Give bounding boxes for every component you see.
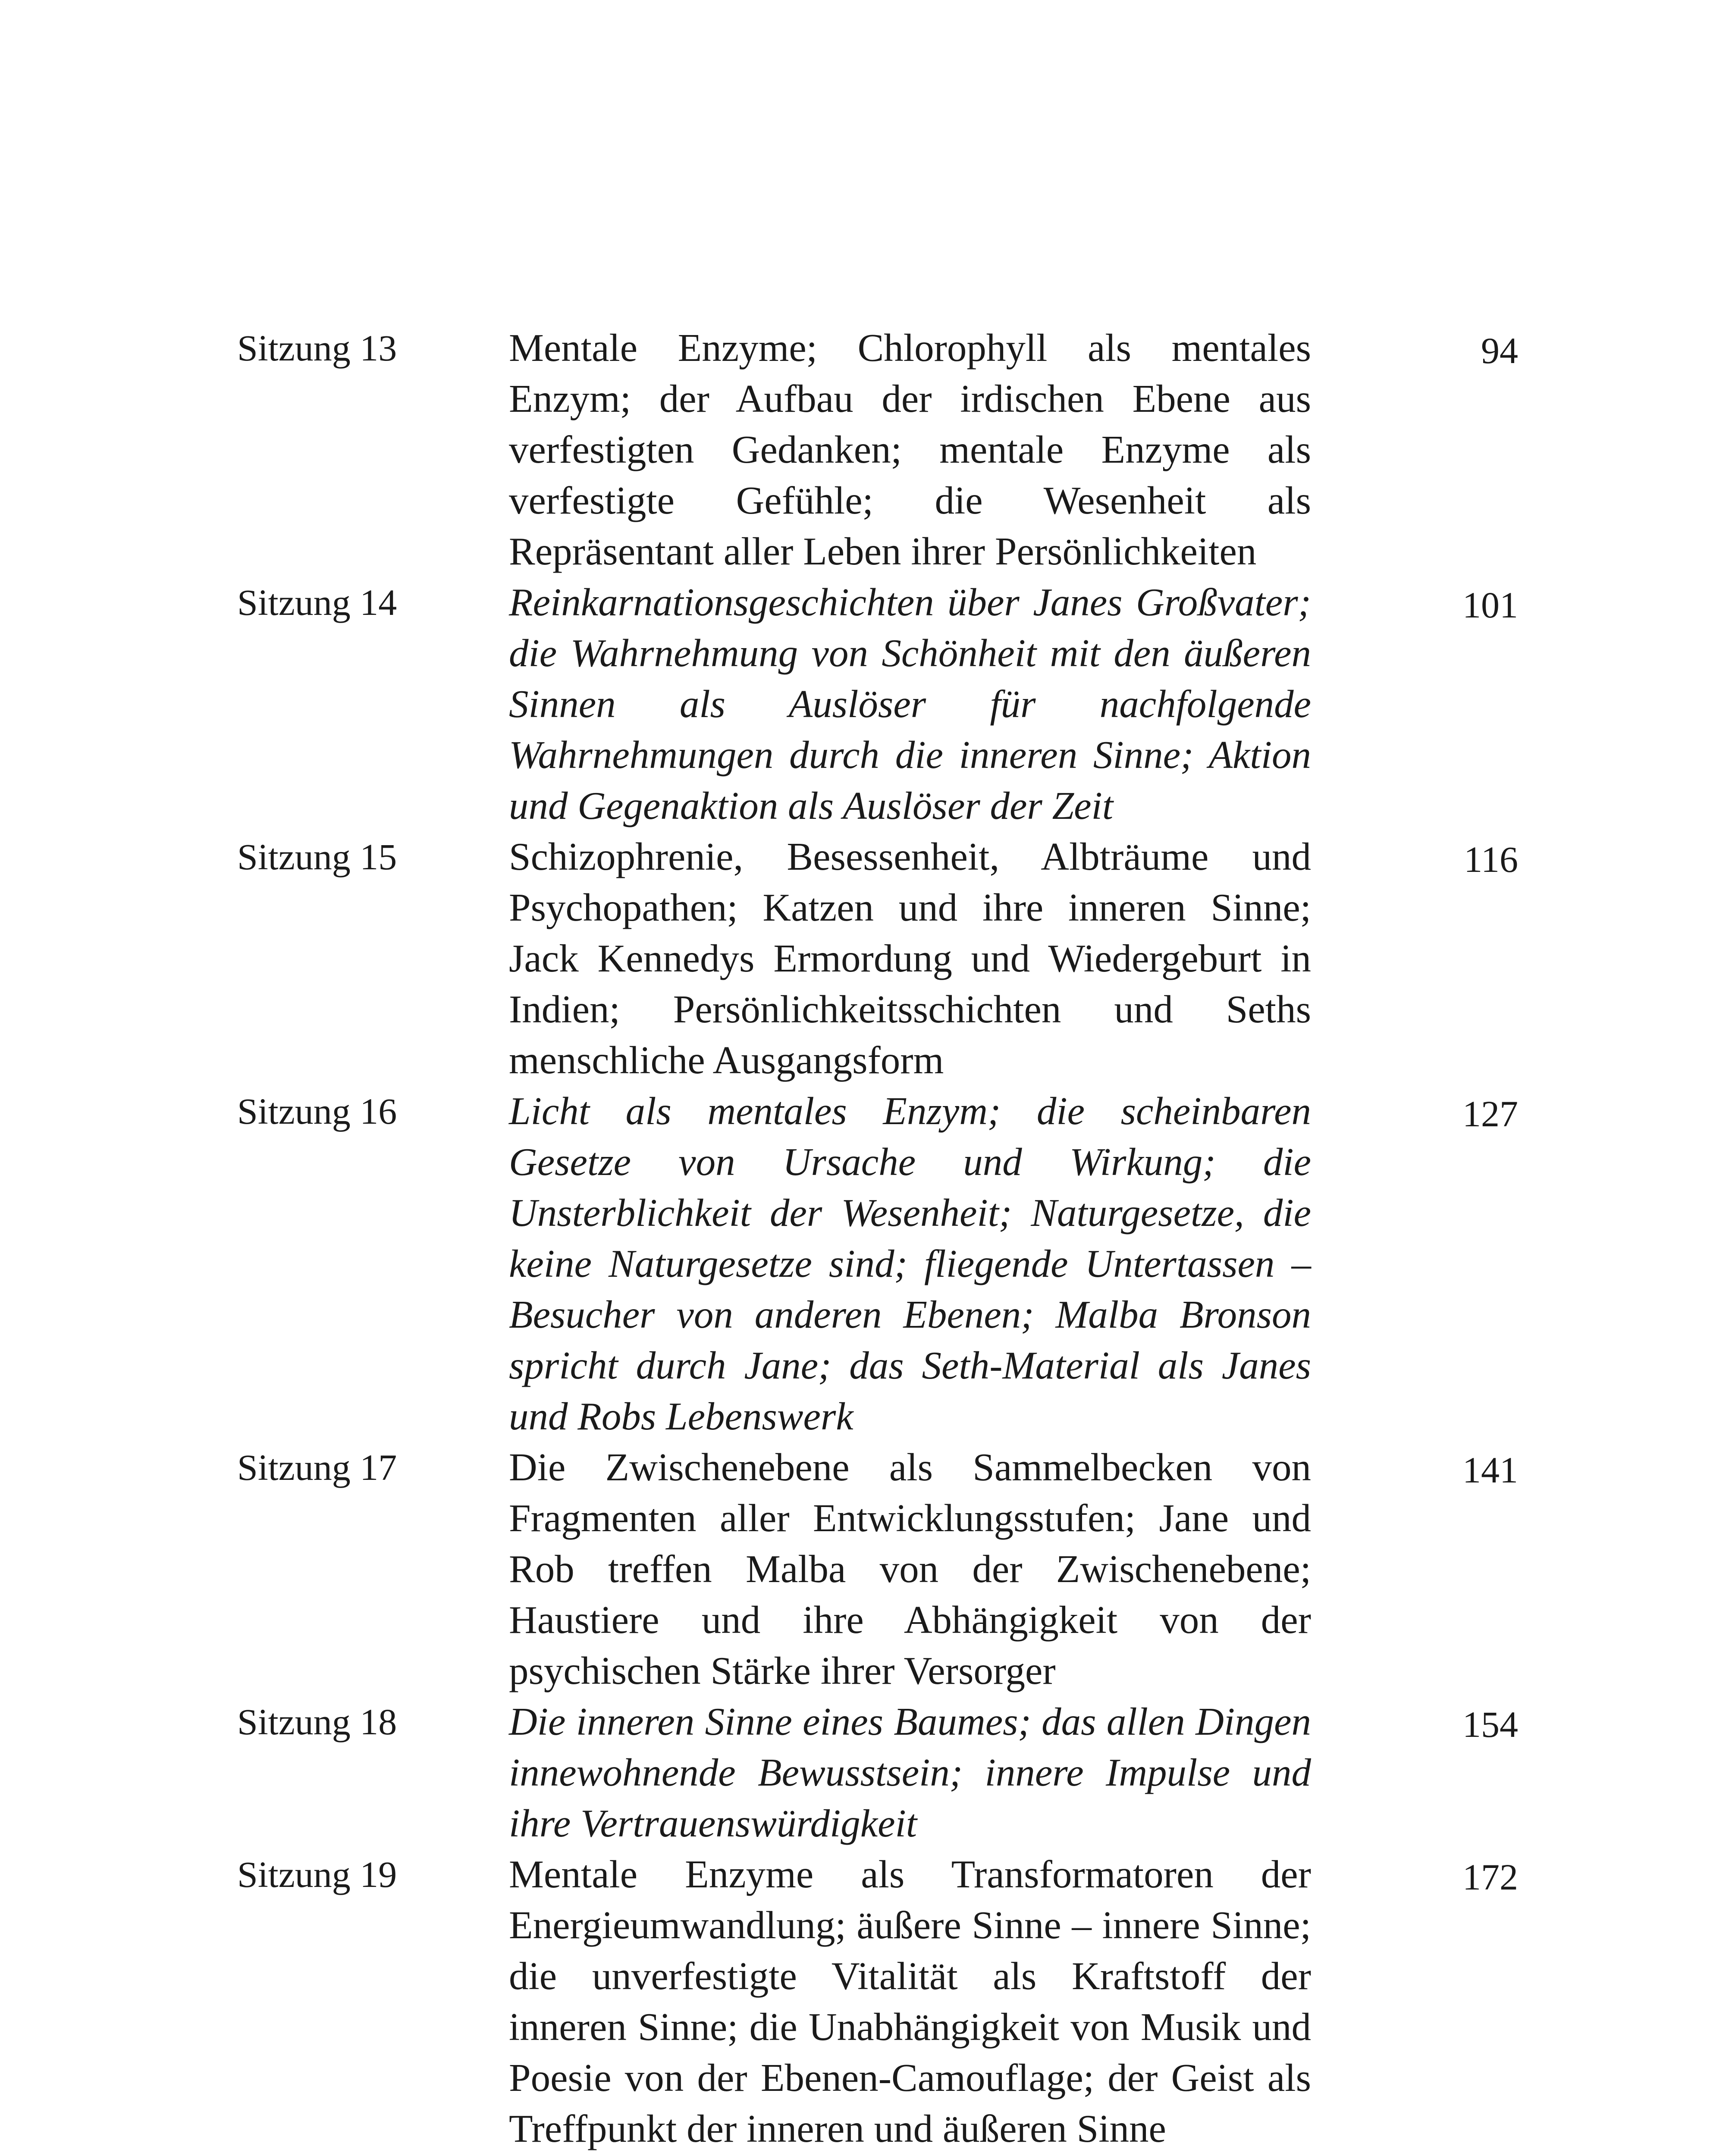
toc-entry-sitzung-18 <box>237 1696 1518 1849</box>
page-number: 94 <box>1481 330 1518 371</box>
table-of-contents <box>237 323 1518 2154</box>
page-number: 101 <box>1462 584 1518 626</box>
session-description: Mentale Enzyme als Transformatoren der Energieumwandlung; äußere Sinne – innere Sinne; die unverfestigte Vitalität als Kraftstoff der inneren Sinne; die Unabhängigkeit von Musik und Poesie von der Ebenen-Camouflage; der Geist als Treffpunkt der inneren und äußeren Sinne <box>509 1852 1311 2150</box>
session-label: Sitzung 16 <box>237 1091 397 1132</box>
session-description: Die inneren Sinne eines Baumes; das allen Dingen innewohnende Bewusstsein; innere Impulse und ihre Vertrauenswürdigkeit <box>509 1700 1311 1845</box>
toc-entry-sitzung-15 <box>237 831 1518 1086</box>
session-label: Sitzung 14 <box>237 582 397 623</box>
toc-entry-sitzung-14 <box>237 577 1518 831</box>
session-description: Die Zwischenebene als Sammelbecken von Fragmenten aller Entwicklungsstufen; Jane und Rob treffen Malba von der Zwischenebene; Haustiere und ihre Abhängigkeit von der psychischen Stärke ihrer Versorger <box>509 1445 1311 1692</box>
page-number: 116 <box>1464 839 1518 880</box>
toc-entry-sitzung-13 <box>237 323 1518 577</box>
page-number: 127 <box>1462 1093 1518 1134</box>
page-number: 172 <box>1462 1856 1518 1898</box>
session-label: Sitzung 13 <box>237 327 397 369</box>
session-label: Sitzung 18 <box>237 1701 397 1742</box>
session-description: Reinkarnationsgeschichten über Janes Großvater; die Wahrnehmung von Schönheit mit den äußeren Sinnen als Auslöser für nachfolgende Wahrnehmungen durch die inneren Sinne; Aktion und Gegenaktion als Auslöser der Zeit <box>509 580 1311 827</box>
session-description: Mentale Enzyme; Chlorophyll als mentales Enzym; der Aufbau der irdischen Ebene aus verfestigten Gedanken; mentale Enzyme als verfestigte Gefühle; die Wesenheit als Repräsentant aller Leben ihrer Persönlichkeiten <box>509 326 1311 573</box>
session-label: Sitzung 19 <box>237 1854 397 1895</box>
session-description: Licht als mentales Enzym; die scheinbaren Gesetze von Ursache und Wirkung; die Unsterblichkeit der Wesenheit; Naturgesetze, die keine Naturgesetze sind; fliegende Untertassen – Besucher von anderen Ebenen; Malba Bronson spricht durch Jane; das Seth-Material als Janes und Robs Lebenswerk <box>509 1089 1311 1438</box>
session-label: Sitzung 15 <box>237 836 397 877</box>
toc-entry-sitzung-16 <box>237 1086 1518 1442</box>
session-label: Sitzung 17 <box>237 1447 397 1488</box>
page-number: 141 <box>1462 1449 1518 1491</box>
toc-entry-sitzung-17 <box>237 1442 1518 1696</box>
session-description: Schizophrenie, Besessenheit, Albträume und Psychopathen; Katzen und ihre inneren Sinne; Jack Kennedys Ermordung und Wiedergeburt in Indien; Persönlichkeitsschichten und Seths menschliche Ausgangsform <box>509 835 1311 1082</box>
page-number: 154 <box>1462 1704 1518 1745</box>
toc-entry-sitzung-19 <box>237 1849 1518 2154</box>
